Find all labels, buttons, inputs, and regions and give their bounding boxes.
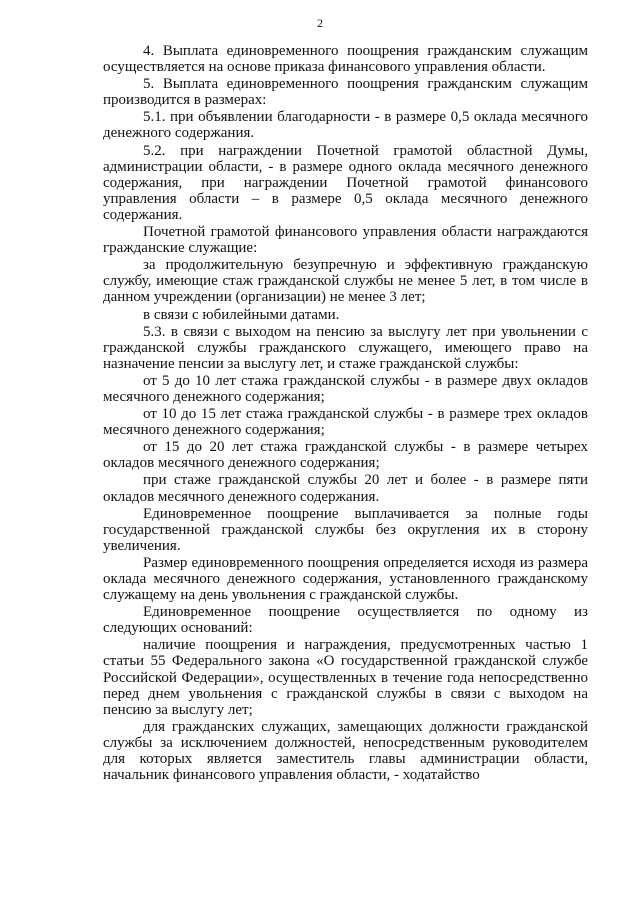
paragraph-5-3: 5.3. в связи с выходом на пенсию за выслугу лет при увольнении с гражданской службы гражданского служащего, имеющего право на назначение пенсии за выслугу лет, и стаже гражданской службы: bbox=[103, 323, 588, 372]
paragraph-full-years: Единовременное поощрение выплачивается за полные годы государственной гражданской службы без округления их в сторону увеличения. bbox=[103, 505, 588, 554]
paragraph-5-1: 5.1. при объявлении благодарности - в размере 0,5 оклада месячного денежного содержания. bbox=[103, 109, 588, 142]
paragraph-honor-certificate: Почетной грамотой финансового управления области награждаются гражданские служащие: bbox=[103, 224, 588, 257]
paragraph-amount: Размер единовременного поощрения определяется исходя из размера оклада месячного денежного содержания, установленного гражданскому служащему на день увольнения с гражданской службы. bbox=[103, 554, 588, 604]
paragraph-long-service: за продолжительную безупречную и эффективную гражданскую службу, имеющие стаж гражданской службы не менее 5 лет, в том числе в данном учреждении (организации) не менее 3 лет; bbox=[103, 257, 588, 306]
page-number: 2 bbox=[317, 16, 323, 30]
paragraph-5: 5. Выплата единовременного поощрения гражданским служащим производится в размерах: bbox=[103, 76, 588, 109]
paragraph-4: 4. Выплата единовременного поощрения гражданским служащим осуществляется на основе приказа финансового управления области. bbox=[103, 43, 588, 76]
paragraph-ground-awards: наличие поощрения и награждения, предусмотренных частью 1 статьи 55 Федерального закона «О государственной гражданской службе Российской Федерации», осуществленных в течение года непосредственно перед днем увольнения с гражданской службы в связи с выходом на пенсию за выслугу лет; bbox=[103, 637, 588, 718]
paragraph-service-10-15: от 10 до 15 лет стажа гражданской службы - в размере трех окладов месячного денежного содержания; bbox=[103, 406, 588, 439]
paragraph-service-5-10: от 5 до 10 лет стажа гражданской службы - в размере двух окладов месячного денежного содержания; bbox=[103, 372, 588, 405]
paragraph-grounds: Единовременное поощрение осуществляется по одному из следующих оснований: bbox=[103, 604, 588, 637]
paragraph-ground-petition: для гражданских служащих, замещающих должности гражданской службы за исключением должностей, непосредственным руководителем для которых является заместитель главы администрации области, начальник финансового управления области, - ходатайство bbox=[103, 718, 588, 784]
paragraph-5-2: 5.2. при награждении Почетной грамотой областной Думы, администрации области, - в размере одного оклада месячного денежного содержания, при награждении Почетной грамотой финансового управления области – в размере 0,5 оклада месячного денежного содержания. bbox=[103, 142, 588, 223]
paragraph-service-15-20: от 15 до 20 лет стажа гражданской службы - в размере четырех окладов месячного денежного содержания; bbox=[103, 439, 588, 472]
paragraph-service-20-plus: при стаже гражданской службы 20 лет и более - в размере пяти окладов месячного денежного содержания. bbox=[103, 472, 588, 505]
document-body bbox=[103, 43, 588, 784]
paragraph-anniversary: в связи с юбилейными датами. bbox=[143, 306, 340, 323]
